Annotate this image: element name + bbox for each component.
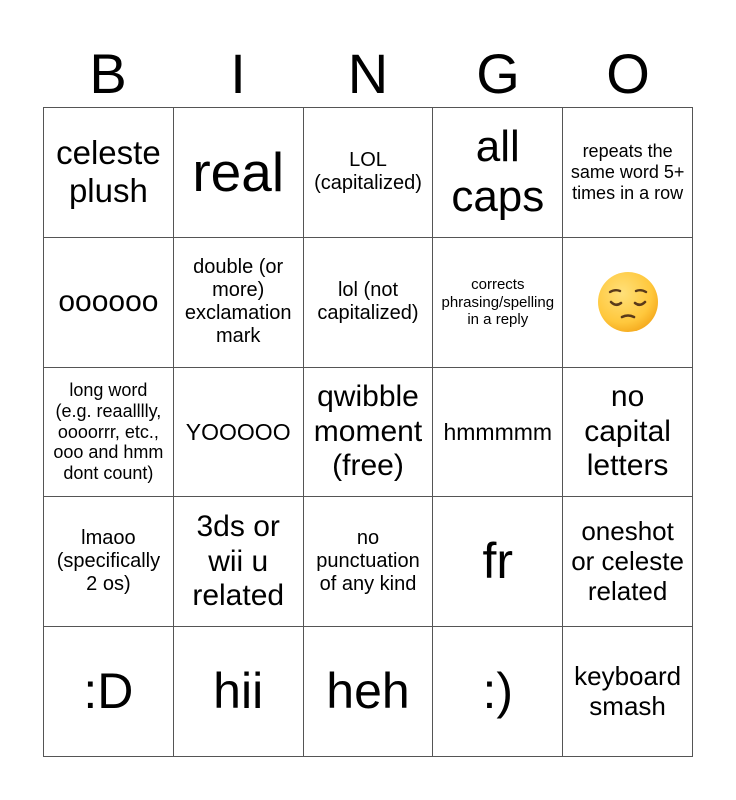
bingo-cell[interactable]: celeste plush [44,108,174,238]
bingo-cell[interactable]: lol (not capitalized) [304,238,434,368]
bingo-cell[interactable]: real [174,108,304,238]
bingo-cell[interactable]: LOL (capitalized) [304,108,434,238]
bingo-header [43,40,693,108]
bingo-cell[interactable]: heh [304,627,434,757]
bingo-cell[interactable]: no capital letters [563,368,693,498]
bingo-cell[interactable]: all caps [433,108,563,238]
bingo-cell[interactable]: hmmmmm [433,368,563,498]
bingo-cell[interactable]: long word (e.g. reaalllly, oooorrr, etc., ooo and hmm dont count) [44,368,174,498]
bingo-cell[interactable]: double (or more) exclamation mark [174,238,304,368]
pensive-face-icon [596,270,660,334]
bingo-cell[interactable]: qwibble moment (free) [304,368,434,498]
bingo-cell[interactable]: lmaoo (specifically 2 os) [44,497,174,627]
bingo-cell[interactable]: :D [44,627,174,757]
bingo-cell[interactable]: fr [433,497,563,627]
bingo-cell[interactable] [563,238,693,368]
header-letter-o: O [606,42,650,105]
bingo-cell[interactable]: YOOOOO [174,368,304,498]
header-letter-i: I [230,42,246,105]
bingo-cell[interactable]: corrects phrasing/spelling in a reply [433,238,563,368]
bingo-cell[interactable]: hii [174,627,304,757]
bingo-cell[interactable]: 3ds or wii u related [174,497,304,627]
header-letter-b: B [89,42,127,105]
bingo-cell[interactable]: keyboard smash [563,627,693,757]
header-letter-n: N [347,42,389,105]
bingo-cell[interactable]: oooooo [44,238,174,368]
header-letter-g: G [476,42,520,105]
bingo-board [43,107,693,757]
bingo-cell[interactable]: oneshot or celeste related [563,497,693,627]
bingo-cell[interactable]: :) [433,627,563,757]
bingo-cell[interactable]: no punctuation of any kind [304,497,434,627]
bingo-cell[interactable]: repeats the same word 5+ times in a row [563,108,693,238]
